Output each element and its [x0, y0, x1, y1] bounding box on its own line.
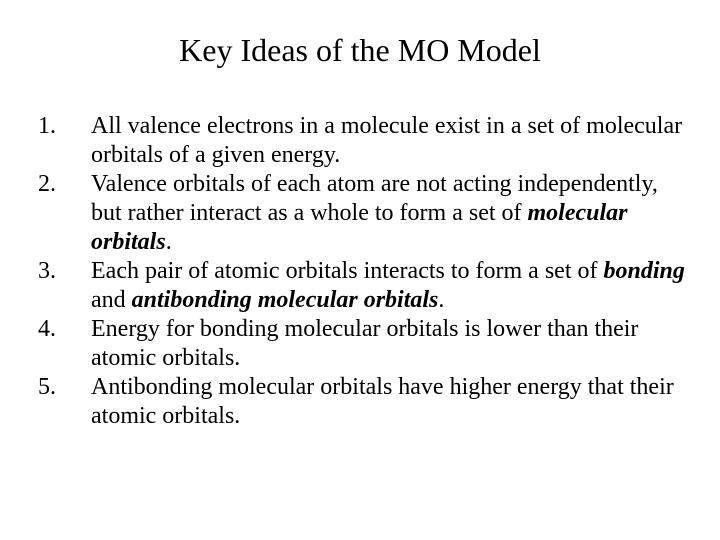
item-text — [91, 315, 688, 373]
item-text-segment: . — [165, 229, 172, 255]
list-item — [38, 257, 688, 315]
list-item — [38, 373, 688, 431]
item-text — [91, 170, 688, 257]
emphasized-term: bonding — [603, 258, 685, 284]
emphasized-term: molecular orbitals — [91, 200, 628, 255]
item-text-segment: Each pair of atomic orbitals interacts to form a set of — [91, 258, 604, 284]
item-number: 2. — [38, 171, 56, 197]
item-number: 5. — [38, 374, 56, 400]
item-text-segment: All valence electrons in a molecule exist in a set of molecular orbitals of a given energy. — [91, 113, 683, 168]
item-text — [91, 112, 688, 170]
item-text — [91, 373, 688, 431]
item-text — [91, 257, 688, 315]
item-number: 3. — [38, 258, 56, 284]
list-item — [38, 315, 688, 373]
item-text-segment: Energy for bonding molecular orbitals is lower than their atomic orbitals. — [91, 316, 639, 371]
item-text-segment: Antibonding molecular orbitals have higher energy that their atomic orbitals. — [91, 374, 674, 429]
item-number: 4. — [38, 316, 56, 342]
emphasized-term: antibonding molecular orbitals — [131, 287, 439, 313]
item-text-segment: Valence orbitals of each atom are not acting independently, but rather interact as a whole to form a set of — [91, 171, 658, 226]
item-number: 1. — [38, 113, 56, 139]
list-item — [38, 112, 688, 170]
item-text-segment: . — [438, 287, 445, 313]
list-item — [38, 170, 688, 257]
item-text-segment: and — [91, 287, 132, 313]
slide-title: Key Ideas of the MO Model — [179, 32, 541, 68]
key-ideas-list — [38, 112, 688, 431]
